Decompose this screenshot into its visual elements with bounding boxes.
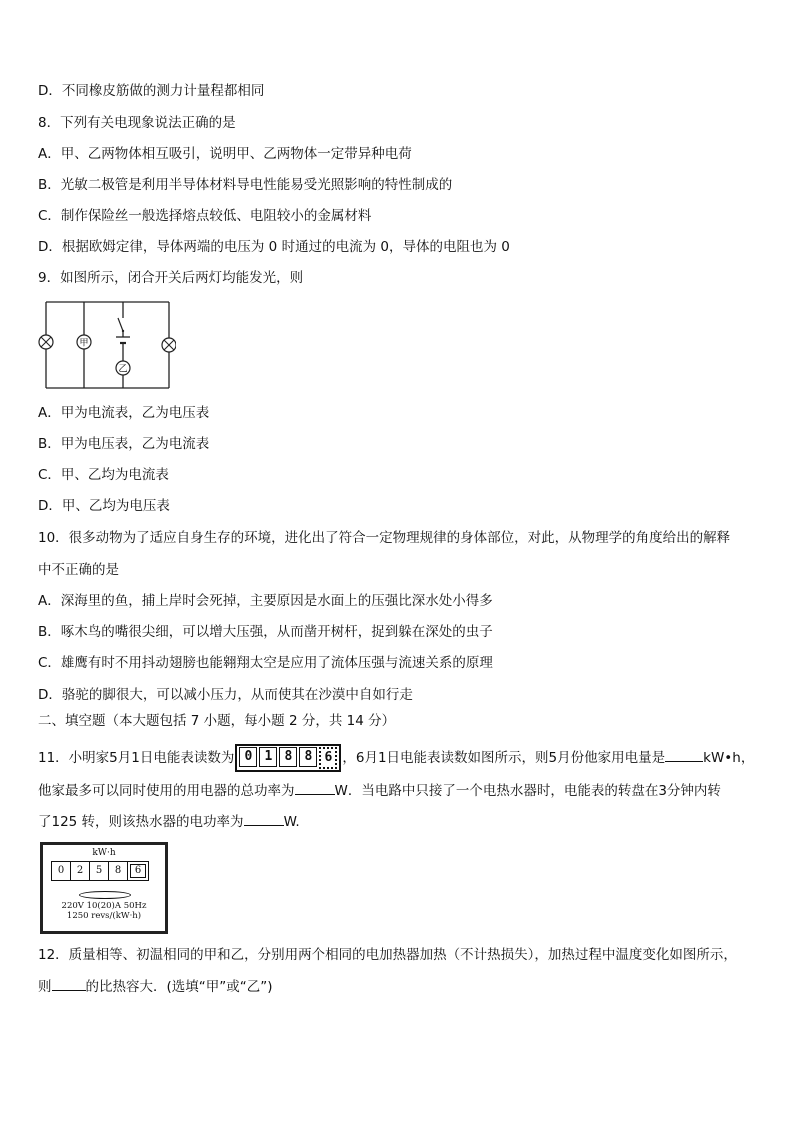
q8-option-b: B．光敏二极管是利用半导体材料导电性能易受光照影响的特性制成的 — [38, 177, 453, 193]
q9-option-a: A．甲为电流表，乙为电压表 — [38, 405, 210, 421]
q11-unit-1: kW•h， — [703, 750, 755, 766]
q8-option-a: A．甲、乙两物体相互吸引，说明甲、乙两物体一定带异种电荷 — [38, 146, 412, 162]
june-digit: 8 — [109, 862, 128, 880]
may-digit-decimal: 6 — [319, 747, 337, 769]
q11-text-d: W．当电路中只接了一个电热水器时，电能表的转盘在3分钟内转 — [334, 783, 721, 799]
june-meter-digits — [51, 861, 149, 881]
q11-blank-1[interactable] — [665, 747, 703, 762]
may-digit: 8 — [299, 747, 317, 767]
lamp-2-icon — [162, 338, 176, 352]
q11-line1 — [38, 744, 754, 772]
june-digit: 0 — [52, 862, 71, 880]
meter-unit-label: kW·h — [92, 848, 116, 858]
section-2-heading: 二、填空题（本大题包括 7 小题，每小题 2 分，共 14 分） — [38, 713, 396, 729]
q8-option-d: D．根据欧姆定律，导体两端的电压为 0 时通过的电流为 0，导体的电阻也为 0 — [38, 239, 510, 255]
meter-jia-icon — [77, 335, 91, 349]
q12-text-b: 的比热容大．(选填“甲”或“乙”) — [85, 979, 273, 995]
june-digit: 5 — [90, 862, 109, 880]
q10-option-b: B．啄木鸟的嘴很尖细，可以增大压强，从而凿开树杆，捉到躲在深处的虫子 — [38, 624, 493, 640]
q11-line2 — [38, 780, 721, 800]
q9-option-d: D．甲、乙均为电压表 — [38, 498, 170, 514]
meter-jia-label: 甲 — [79, 338, 89, 349]
q10-stem-line2: 中不正确的是 — [38, 562, 119, 578]
q12-line1: 12．质量相等、初温相同的甲和乙，分别用两个相同的电加热器加热（不计热损失），加热过程中温度变化如图所示， — [38, 947, 737, 963]
meter-spec-rating: 220V 10(20)A 50Hz — [61, 901, 147, 911]
may-digit: 8 — [279, 747, 297, 767]
q10-option-d: D．骆驼的脚很大，可以减小压力，从而使其在沙漠中自如行走 — [38, 687, 413, 703]
meter-disc-icon — [79, 891, 131, 899]
q11-blank-3[interactable] — [244, 811, 284, 826]
may-digit: 0 — [239, 747, 257, 767]
circuit-diagram — [36, 298, 176, 392]
q10-stem-line1: 10．很多动物为了适应自身生存的环境，进化出了符合一定物理规律的身体部位，对此，从物理学的角度给出的解释 — [38, 530, 731, 546]
q7-option-d: D．不同橡皮筋做的测力计量程都相同 — [38, 83, 265, 99]
meter-spec-revs: 1250 revs/(kW·h) — [66, 911, 142, 921]
may-meter-reading — [235, 744, 341, 772]
q11-blank-2[interactable] — [295, 780, 335, 795]
june-digit-decimal: 6 — [130, 864, 146, 878]
q10-option-a: A．深海里的鱼，捕上岸时会死掉，主要原因是水面上的压强比深水处小得多 — [38, 593, 493, 609]
q11-text-f: W. — [283, 814, 300, 830]
meter-yi-label: 乙 — [118, 364, 128, 375]
q11-text-a: 11．小明家5月1日电能表读数为 — [38, 750, 235, 766]
q11-text-e: 了125 转，则该热水器的电功率为 — [38, 814, 244, 830]
q12-blank[interactable] — [52, 976, 86, 991]
q8-option-c: C．制作保险丝一般选择熔点较低、电阻较小的金属材料 — [38, 208, 372, 224]
q12-line2 — [38, 976, 273, 996]
battery-icon — [116, 337, 130, 343]
q12-text-a: 则 — [38, 979, 52, 995]
may-digit: 1 — [259, 747, 277, 767]
q8-stem: 8．下列有关电现象说法正确的是 — [38, 115, 236, 131]
meter-yi-icon — [116, 361, 130, 375]
q9-option-b: B．甲为电压表，乙为电流表 — [38, 436, 210, 452]
q11-line3 — [38, 811, 300, 831]
june-electricity-meter — [40, 842, 168, 934]
june-digit: 2 — [71, 862, 90, 880]
switch-icon — [118, 318, 124, 332]
q11-text-b: ，6月1日电能表读数如图所示，则5月份他家用电量是 — [342, 750, 666, 766]
lamp-1-icon — [39, 335, 53, 349]
q9-option-c: C．甲、乙均为电流表 — [38, 467, 169, 483]
q10-option-c: C．雄鹰有时不用抖动翅膀也能翱翔太空是应用了流体压强与流速关系的原理 — [38, 655, 493, 671]
q9-stem: 9．如图所示，闭合开关后两灯均能发光，则 — [38, 270, 304, 286]
q11-text-c: 他家最多可以同时使用的用电器的总功率为 — [38, 783, 295, 799]
